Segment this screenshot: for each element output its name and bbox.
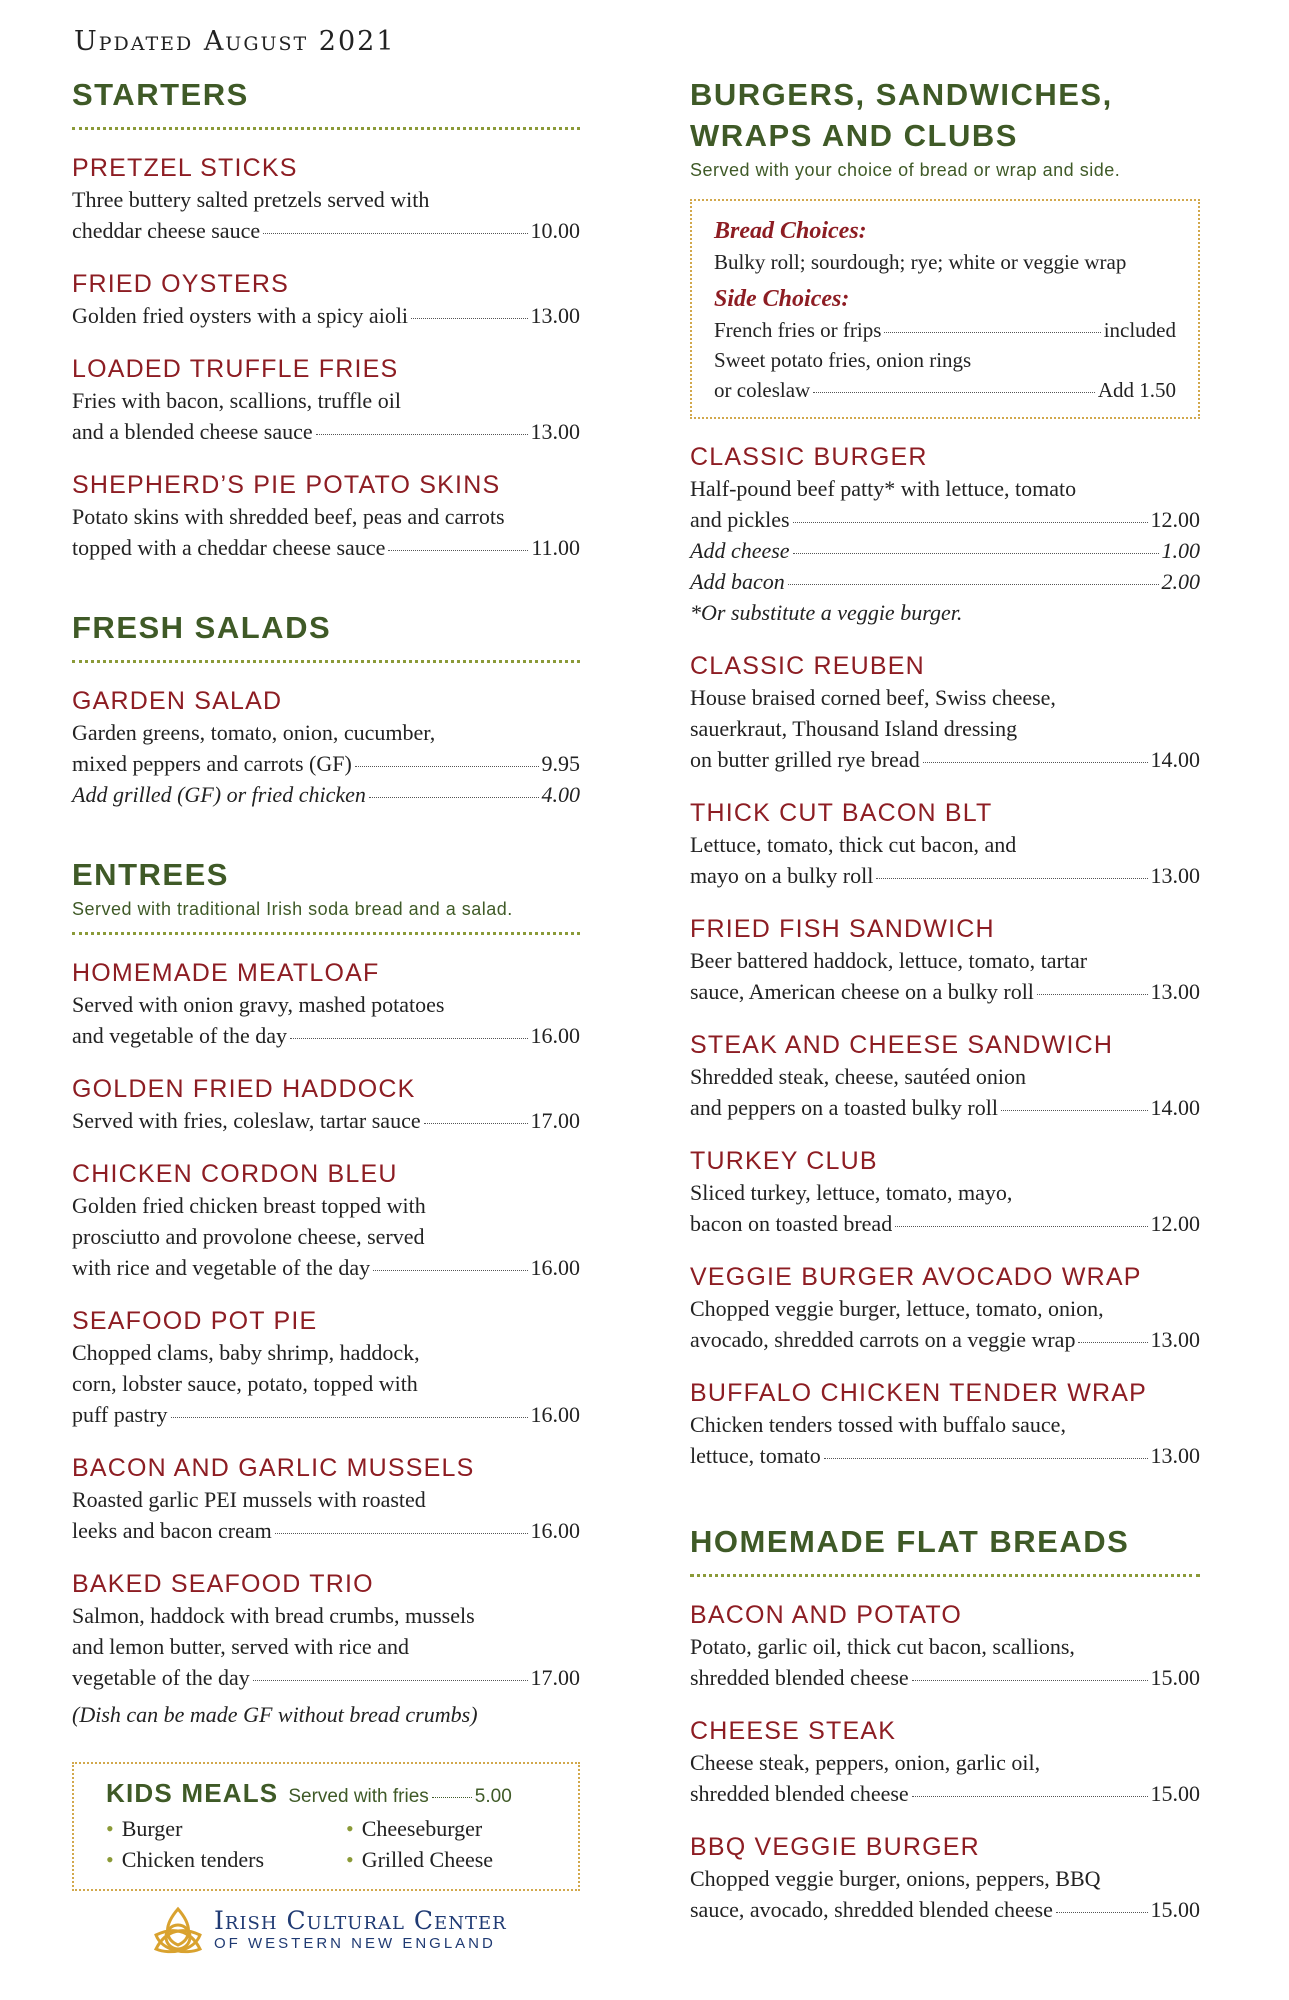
kids-item-label: Cheeseburger — [361, 1816, 483, 1841]
leader-dots — [316, 434, 528, 435]
kids-meals-title: KIDS MEALS — [106, 1778, 279, 1808]
leader-dots — [355, 766, 539, 767]
divider — [690, 1574, 1200, 1577]
menu-item — [690, 650, 1200, 775]
menu-item — [72, 957, 580, 1051]
kids-item-label: Burger — [121, 1816, 183, 1841]
item-description: Lettuce, tomato, thick cut bacon, and — [690, 832, 1017, 857]
item-description: sauerkraut, Thousand Island dressing — [690, 716, 1018, 741]
section-title-line: BURGERS, SANDWICHES, — [690, 77, 1113, 112]
menu-item — [690, 1715, 1200, 1809]
kids-item-label: Grilled Cheese — [361, 1847, 494, 1872]
item-description: Roasted garlic PEI mussels with roasted — [72, 1487, 426, 1512]
item-price-line — [690, 1208, 1200, 1239]
section-title-flatbreads: HOMEMADE FLAT BREADS — [690, 1524, 1130, 1559]
menu-item — [690, 1599, 1200, 1693]
menu-item — [690, 1831, 1200, 1925]
addon-label: Add grilled (GF) or fried chicken — [72, 782, 366, 807]
item-description: and lemon butter, served with rice and — [72, 1634, 409, 1659]
menu-item — [72, 469, 580, 563]
item-description: corn, lobster sauce, potato, topped with — [72, 1371, 418, 1396]
side-choice-price: Add 1.50 — [1097, 378, 1176, 402]
item-description: cheddar cheese sauce — [72, 218, 261, 243]
item-name: FRIED OYSTERS — [72, 270, 290, 298]
kids-meals-box — [72, 1762, 580, 1891]
item-description: topped with a cheddar cheese sauce — [72, 535, 386, 560]
leader-dots — [369, 797, 539, 798]
item-name: THICK CUT BACON BLT — [690, 799, 993, 827]
leader-dots — [813, 392, 1095, 393]
item-description: and a blended cheese sauce — [72, 419, 313, 444]
item-price: 13.00 — [1150, 1327, 1200, 1352]
item-price: 17.00 — [530, 1665, 580, 1690]
item-description: puff pastry — [72, 1402, 168, 1427]
bread-choices-text: Bulky roll; sourdough; rye; white or veggie wrap — [714, 250, 1127, 274]
section-title-salads: FRESH SALADS — [72, 610, 332, 645]
menu-item — [690, 1261, 1200, 1355]
menu-item — [72, 1158, 580, 1283]
addon-price: 1.00 — [1161, 538, 1200, 563]
item-description: shredded blended cheese — [690, 1665, 909, 1690]
item-price-line — [72, 1020, 580, 1051]
item-name: HOMEMADE MEATLOAF — [72, 959, 380, 987]
item-price-line — [72, 532, 580, 563]
item-name: CHICKEN CORDON BLEU — [72, 1160, 398, 1188]
section-subtitle: Served with your choice of bread or wrap and side. — [690, 160, 1121, 180]
item-name: BACON AND GARLIC MUSSELS — [72, 1454, 475, 1482]
menu-item — [72, 268, 580, 331]
item-description: Garden greens, tomato, onion, cucumber, — [72, 720, 436, 745]
menu-item — [72, 152, 580, 246]
item-name: GOLDEN FRIED HADDOCK — [72, 1075, 416, 1103]
item-price: 13.00 — [1150, 979, 1200, 1004]
item-price: 16.00 — [530, 1402, 580, 1427]
side-choice-label: or coleslaw — [714, 378, 811, 402]
leader-dots — [263, 233, 527, 234]
addon-label: Add bacon — [690, 569, 785, 594]
leader-dots — [912, 1680, 1148, 1681]
menu-item — [72, 1305, 580, 1430]
item-description: Sliced turkey, lettuce, tomato, mayo, — [690, 1180, 1013, 1205]
addon-line — [72, 779, 580, 810]
item-price-line — [690, 1778, 1200, 1809]
item-name: BBQ VEGGIE BURGER — [690, 1833, 980, 1861]
item-price: 15.00 — [1150, 1665, 1200, 1690]
item-description: Potato skins with shredded beef, peas and carrots — [72, 504, 505, 529]
item-name: BAKED SEAFOOD TRIO — [72, 1570, 374, 1598]
leader-dots — [424, 1123, 528, 1124]
item-description: Shredded steak, cheese, sautéed onion — [690, 1064, 1026, 1089]
logo-subtitle: OF WESTERN NEW ENGLAND — [214, 1935, 496, 1952]
item-price: 14.00 — [1150, 747, 1200, 772]
leader-dots — [824, 1458, 1148, 1459]
menu-item — [690, 1145, 1200, 1239]
item-price-line — [72, 1515, 580, 1546]
section-title-line: WRAPS AND CLUBS — [690, 118, 1018, 153]
section-subtitle: Served with traditional Irish soda bread and a salad. — [72, 899, 513, 919]
leader-dots — [411, 318, 527, 319]
menu-item — [72, 685, 580, 810]
item-description: on butter grilled rye bread — [690, 747, 920, 772]
item-price: 10.00 — [530, 218, 580, 243]
leader-dots — [884, 332, 1100, 333]
item-note: (Dish can be made GF without bread crumbs) — [72, 1702, 478, 1727]
item-price-line — [690, 1092, 1200, 1123]
leader-dots — [793, 553, 1159, 554]
side-choice-line — [714, 315, 1176, 345]
item-note: *Or substitute a veggie burger. — [690, 600, 963, 625]
item-price: 16.00 — [530, 1518, 580, 1543]
item-description: Golden fried chicken breast topped with — [72, 1193, 426, 1218]
leader-dots — [1078, 1342, 1147, 1343]
item-price-line — [690, 1894, 1200, 1925]
item-description: Chopped veggie burger, lettuce, tomato, onion, — [690, 1296, 1104, 1321]
item-price-line — [72, 748, 580, 779]
irish-cultural-center-logo — [150, 1905, 580, 1957]
item-price: 13.00 — [530, 419, 580, 444]
item-name: STEAK AND CHEESE SANDWICH — [690, 1031, 1114, 1059]
item-price-line — [690, 744, 1200, 775]
leader-dots — [895, 1226, 1147, 1227]
item-name: CLASSIC REUBEN — [690, 652, 925, 680]
leader-dots — [290, 1038, 527, 1039]
item-price-line — [72, 1252, 580, 1283]
item-description: with rice and vegetable of the day — [72, 1255, 371, 1280]
item-description: Potato, garlic oil, thick cut bacon, scallions, — [690, 1634, 1075, 1659]
leader-dots — [1001, 1110, 1148, 1111]
item-name: BUFFALO CHICKEN TENDER WRAP — [690, 1379, 1147, 1407]
menu-item — [690, 441, 1200, 628]
item-description: lettuce, tomato — [690, 1443, 821, 1468]
side-choice-text: Sweet potato fries, onion rings — [714, 348, 972, 372]
item-price: 12.00 — [1150, 507, 1200, 532]
item-price: 16.00 — [530, 1023, 580, 1048]
item-description: mayo on a bulky roll — [690, 863, 874, 888]
item-price-line — [690, 976, 1200, 1007]
menu-item — [72, 1568, 580, 1693]
item-description: Chopped veggie burger, onions, peppers, BBQ — [690, 1866, 1101, 1891]
item-description: Half-pound beef patty* with lettuce, tomato — [690, 476, 1077, 501]
item-description: Three buttery salted pretzels served with — [72, 187, 430, 212]
item-description: House braised corned beef, Swiss cheese, — [690, 685, 1056, 710]
item-price-line — [690, 1324, 1200, 1355]
leader-dots — [1037, 994, 1148, 995]
item-description: Fries with bacon, scallions, truffle oil — [72, 388, 401, 413]
addon-price: 4.00 — [541, 782, 580, 807]
item-price: 15.00 — [1150, 1897, 1200, 1922]
leader-dots — [1056, 1912, 1148, 1913]
addon-price: 2.00 — [1161, 569, 1200, 594]
item-name: CHEESE STEAK — [690, 1717, 897, 1745]
side-choices-title: Side Choices: — [714, 286, 850, 312]
item-description: sauce, American cheese on a bulky roll — [690, 979, 1034, 1004]
item-description: bacon on toasted bread — [690, 1211, 893, 1236]
leader-dots — [788, 584, 1159, 585]
menu-item — [690, 1377, 1200, 1471]
side-choice-label: French fries or frips — [714, 318, 882, 342]
section-title-starters: STARTERS — [72, 77, 249, 112]
addon-label: Add cheese — [690, 538, 790, 563]
leader-dots — [876, 878, 1147, 879]
kids-item: • Grilled Cheese — [346, 1847, 494, 1872]
item-name: CLASSIC BURGER — [690, 443, 928, 471]
item-price-line — [72, 1662, 580, 1693]
item-description: mixed peppers and carrots (GF) — [72, 751, 352, 776]
kids-meals-price: 5.00 — [474, 1786, 512, 1807]
item-description: and peppers on a toasted bulky roll — [690, 1095, 998, 1120]
bread-choices-title: Bread Choices: — [714, 218, 867, 244]
choices-box — [690, 199, 1200, 419]
side-choice-line — [714, 375, 1176, 405]
section-title-entrees: ENTREES — [72, 857, 229, 892]
item-price: 17.00 — [530, 1108, 580, 1133]
right-column — [690, 74, 1200, 1925]
item-name: GARDEN SALAD — [72, 687, 283, 715]
menu-item — [690, 1029, 1200, 1123]
item-description: Beer battered haddock, lettuce, tomato, tartar — [690, 948, 1088, 973]
leader-dots — [793, 522, 1148, 523]
item-name: BACON AND POTATO — [690, 1601, 963, 1629]
item-description: leeks and bacon cream — [72, 1518, 272, 1543]
item-description: prosciutto and provolone cheese, served — [72, 1224, 425, 1249]
item-name: VEGGIE BURGER AVOCADO WRAP — [690, 1263, 1142, 1291]
left-column — [72, 74, 580, 1957]
menu-item — [72, 1452, 580, 1546]
item-description: Cheese steak, peppers, onion, garlic oil, — [690, 1750, 1041, 1775]
item-price-line — [690, 504, 1200, 535]
menu-item — [690, 797, 1200, 891]
item-price: 15.00 — [1150, 1781, 1200, 1806]
item-price: 11.00 — [531, 535, 580, 560]
divider — [72, 660, 580, 663]
item-description: sauce, avocado, shredded blended cheese — [690, 1897, 1053, 1922]
item-price-line — [72, 1399, 580, 1430]
item-price-line — [690, 860, 1200, 891]
leader-dots — [388, 550, 528, 551]
leader-dots — [171, 1417, 528, 1418]
item-name: PRETZEL STICKS — [72, 154, 298, 182]
item-price-line — [690, 1440, 1200, 1471]
divider — [72, 127, 580, 130]
menu-item — [72, 1073, 580, 1136]
kids-item: • Cheeseburger — [346, 1816, 483, 1841]
item-description: Served with fries, coleslaw, tartar sauce — [72, 1108, 421, 1133]
item-price-line — [690, 1662, 1200, 1693]
item-name: TURKEY CLUB — [690, 1147, 878, 1175]
kids-item: • Chicken tenders — [106, 1847, 265, 1872]
kids-subtitle-text: Served with fries — [288, 1786, 429, 1807]
leader-dots — [432, 1797, 472, 1798]
menu-item — [690, 913, 1200, 1007]
item-description: Salmon, haddock with bread crumbs, mussels — [72, 1603, 475, 1628]
section-title-burgers — [690, 74, 1200, 156]
item-description: Chopped clams, baby shrimp, haddock, — [72, 1340, 420, 1365]
leader-dots — [923, 762, 1148, 763]
item-price: 12.00 — [1150, 1211, 1200, 1236]
addon-line — [690, 566, 1200, 597]
menu-item — [72, 353, 580, 447]
divider — [72, 932, 580, 935]
side-choice-price: included — [1103, 318, 1176, 342]
leader-dots — [912, 1796, 1148, 1797]
item-name: SEAFOOD POT PIE — [72, 1307, 318, 1335]
addon-line — [690, 535, 1200, 566]
logo-title: Irish Cultural Center — [214, 1906, 507, 1935]
item-price-line — [72, 416, 580, 447]
item-description: Chicken tenders tossed with buffalo sauce, — [690, 1412, 1066, 1437]
leader-dots — [373, 1270, 527, 1271]
item-price: 13.00 — [530, 303, 580, 328]
item-price: 16.00 — [530, 1255, 580, 1280]
kids-item: • Burger — [106, 1816, 183, 1841]
updated-date: Updated August 2021 — [74, 26, 396, 57]
item-description: shredded blended cheese — [690, 1781, 909, 1806]
item-description: and pickles — [690, 507, 790, 532]
item-name: LOADED TRUFFLE FRIES — [72, 355, 399, 383]
item-price-line — [72, 300, 580, 331]
item-price: 13.00 — [1150, 863, 1200, 888]
leader-dots — [253, 1680, 528, 1681]
kids-meals-subtitle — [288, 1786, 556, 1808]
item-description: avocado, shredded carrots on a veggie wrap — [690, 1327, 1076, 1352]
item-price-line — [72, 1105, 580, 1136]
item-description: Golden fried oysters with a spicy aioli — [72, 303, 409, 328]
item-description: Served with onion gravy, mashed potatoes — [72, 992, 445, 1017]
item-name: SHEPHERD’S PIE POTATO SKINS — [72, 471, 501, 499]
item-name: FRIED FISH SANDWICH — [690, 915, 995, 943]
item-price: 9.95 — [541, 751, 580, 776]
celtic-knot-icon — [150, 1905, 206, 1957]
item-price: 14.00 — [1150, 1095, 1200, 1120]
kids-item-label: Chicken tenders — [121, 1847, 265, 1872]
item-description: and vegetable of the day — [72, 1023, 288, 1048]
item-price: 13.00 — [1150, 1443, 1200, 1468]
item-price-line — [72, 215, 580, 246]
leader-dots — [275, 1533, 528, 1534]
item-description: vegetable of the day — [72, 1665, 250, 1690]
